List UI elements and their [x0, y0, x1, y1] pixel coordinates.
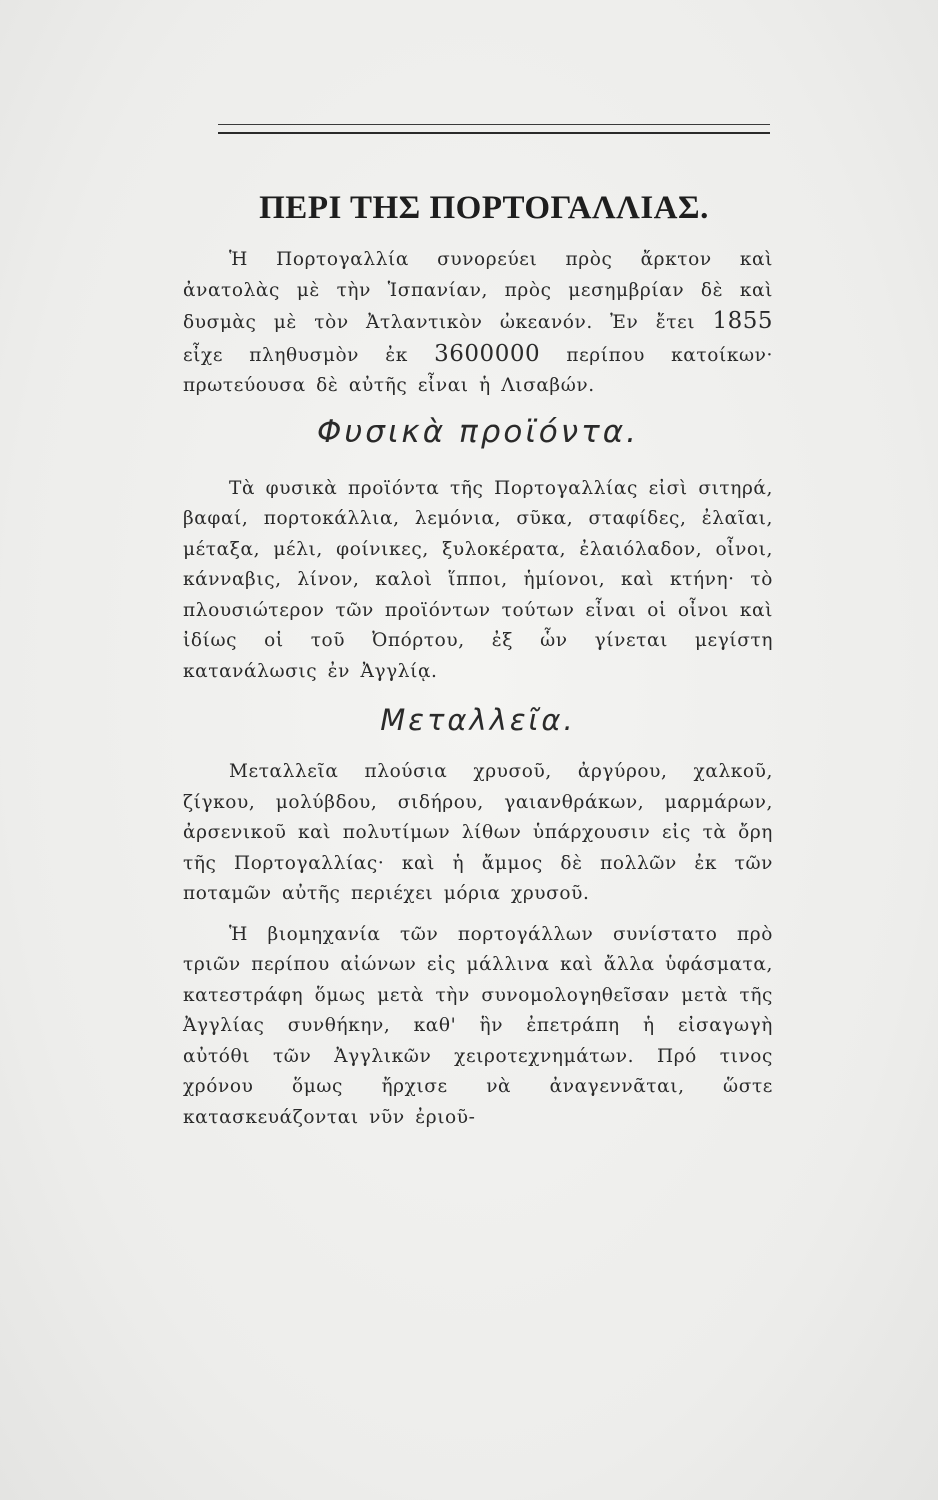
- intro-population: 3600000: [434, 340, 541, 367]
- header-rule-thick: [218, 132, 770, 134]
- industry-paragraph: Ἡ βιομηχανία τῶν πορτογάλλων συνίστατο πρὸ τριῶν περίπου αἰώνων εἰς μάλλινα καὶ ἄλλα ὑφάσματα, κατεστράφη ὅμως μετὰ τὴν συνομολογηθεῖσαν μετὰ τῆς Ἀγγλίας συνθήκην, καθ' ἣν ἐπετράπη ἡ εἰσαγωγὴ αὐτόθι τῶν Ἀγγλικῶν χειροτεχνημάτων. Πρό τινος χρόνου ὅμως ἤρχισε νὰ ἀναγεννᾶται, ὥστε κατασκευάζονται νῦν ἐριοῦ-: [183, 923, 773, 1128]
- mines-paragraph: Μεταλλεῖα πλούσια χρυσοῦ, ἀργύρου, χαλκοῦ, ζίγκου, μολύβδου, σιδήρου, γαιανθράκων, μαρμάρων, ἀρσενικοῦ καὶ πολυτίμων λίθων ὑπάρχουσιν εἰς τὰ ὄρη τῆς Πορτογαλλίας· καὶ ἡ ἄμμος δὲ πολλῶν ἐκ τῶν ποταμῶν αὐτῆς περιέχει μόρια χρυσοῦ.: [183, 761, 773, 904]
- header-rule-thin: [218, 124, 770, 125]
- intro-text-3: περίπου κατοίκων· πρωτεύουσα δὲ αὐτῆς εἶναι ἡ Λισαβών.: [183, 344, 773, 396]
- natural-products-paragraph: Τὰ φυσικὰ προϊόντα τῆς Πορτογαλλίας εἰσὶ σιτηρά, βαφαί, πορτοκάλλια, λεμόνια, σῦκα, σταφίδες, ἐλαῖαι, μέταξα, μέλι, φοίνικες, ξυλοκέρατα, ἐλαιόλαδον, οἶνοι, κάνναβις, λίνον, καλοὶ ἵπποι, ἡμίονοι, καὶ κτήνη· τὸ πλουσιώτερον τῶν προϊόντων τούτων εἶναι οἱ οἶνοι καὶ ἰδίως οἱ τοῦ Ὀπόρτου, ἐξ ὧν γίνεται μεγίστη κατανάλωσις ἐν Ἀγγλίᾳ.: [183, 477, 773, 682]
- spacer: [183, 910, 773, 920]
- section-heading-mines: Μεταλλεῖα.: [380, 703, 576, 737]
- intro-text-2: εἶχε πληθυσμὸν ἐκ: [183, 344, 408, 366]
- intro-year: 1855: [712, 308, 773, 334]
- intro-paragraph: [183, 245, 773, 402]
- page-title: ΠΕΡΙ ΤΗΣ ΠΟΡΤΟΓΑΛΛΙΑΣ.: [259, 190, 709, 226]
- section-heading-natural-products: Φυσικὰ προϊόντα.: [316, 413, 640, 450]
- spacer: [183, 687, 773, 697]
- intro-text-1: Ἡ Πορτογαλλία συνορεύει πρὸς ἄρκτον καὶ ἀνατολὰς μὲ τὴν Ἱσπανίαν, πρὸς μεσημβρίαν δὲ καὶ δυσμὰς μὲ τὸν Ἀτλαντικὸν ὠκεανόν. Ἐν ἔτει: [183, 249, 773, 333]
- page-content: [183, 190, 773, 1133]
